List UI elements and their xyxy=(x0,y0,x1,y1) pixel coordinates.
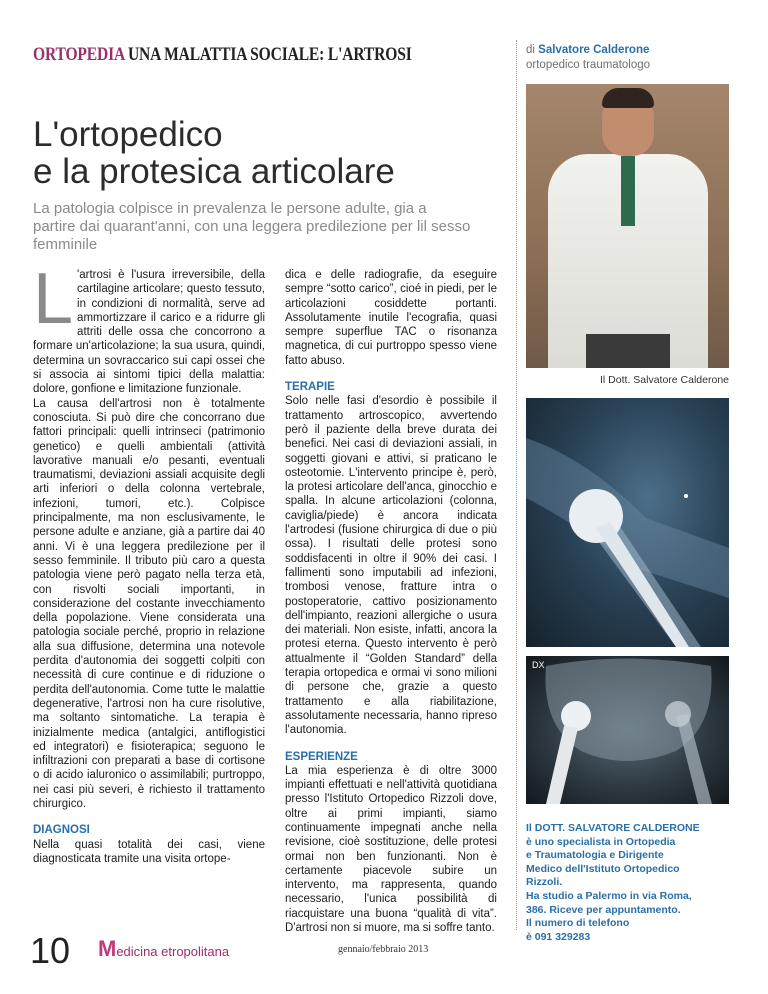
logo-word-1: edicina xyxy=(116,944,158,959)
paragraph-text: 'artrosi è l'usura irreversibile, della cartilagine articolare; questo tessuto, in condizioni di normalità, serve ad ammortizzare il carico e a ridurre gli attriti delle ossa che concorrono a formare un'articolazione; la sua usura, quindi, determina un sovraccarico sui capi ossei che si associa ai sintomi tipici della malattia: dolore, gonfione e limitazione funzionale. xyxy=(33,269,265,396)
issue-date: gennaio/febbraio 2013 xyxy=(338,944,429,955)
drop-cap: L xyxy=(33,259,74,339)
shoulder-xray-image xyxy=(526,398,729,647)
paragraph: La causa dell'artrosi non è totalmente conosciuta. Si può dire che concorrano due fattori principali: quelli intrinseci (patrimonio genetico) e quelli ambientali (attività lavorative manuali e/o pesanti, eventuali traumatismi, deviazioni assiali acquisite degli arti inferiori o della colonna vertebrale, infezioni, tumori, etc.). Colpisce principalmente, ma non esclusivamente, le persone adulte e anziane, già a partire dai 40 anni. Vi è una leggera predilezione per il sesso femminile. Il tributo più caro a questa patologia viene però pagato nella terza età, con risvolti sociali importanti, in considerazione del costante invecchiamento della popolazione. Viene considerata una patologia sociale perché, proprio in relazione alla sua diffusione, determina una notevole perdita d'autonomia dei soggetti colpiti con necessità di cure continue e di riduzione o perdita dell'autonomia. Come tutte le malattie degenerative, l'artrosi non ha cure risolutive, ma soltanto sintomatiche. La terapia è inizialmente medica (antalgici, antiflogistici ed integratori) e fisioterapica; seguono le infiltrazioni con preparati a base di cortisone o di acido ialuronico o assimilabili; purtroppo, nei casi più severi, è richiesto il trattamento chirurgico. xyxy=(33,397,265,810)
page-number: 10 xyxy=(30,930,71,971)
xray-label: DX xyxy=(532,660,545,670)
bio-line: Rizzoli. xyxy=(526,876,563,889)
section-category: ORTOPEDIA xyxy=(33,44,125,65)
column-2 xyxy=(285,268,497,935)
byline-prefix: di xyxy=(526,44,535,56)
bio-line: e Traumatologia e Dirigente xyxy=(526,849,664,862)
paragraph: Nella quasi totalità dei casi, viene diagnosticata tramite una visita ortope- xyxy=(33,838,265,865)
title-line-1: L'ortopedico xyxy=(33,115,223,154)
article-deck: La patologia colpisce in prevalenza le persone adulte, gia a partire dai quarant'anni, con una leggera predilezione per lil sesso femminile xyxy=(33,200,471,253)
logo-word-2: etropolitana xyxy=(161,944,230,959)
magazine-logo xyxy=(98,936,229,962)
hip-xray-image xyxy=(526,656,729,804)
paragraph: La mia esperienza è di oltre 3000 impianti effettuati e nell'attività quotidiana presso l'Istituto Ortopedico Rizzoli dove, oltre ai primi impianti, siamo continuamente impegnati anche nella revisione, cioè sostituzione, delle protesi ormai non ben funzionanti. Non è certamente piacevole subire un intervento, ma rappresenta, quando necessario, l'unica possibilità di riacquistare una buona “qualità di vita”. D'artrosi non si muore, ma si soffre tanto. xyxy=(285,764,497,935)
bio-line: è 091 329283 xyxy=(526,930,591,943)
bio-line: è uno specialista in Ortopedia xyxy=(526,835,676,848)
photo-hair xyxy=(602,88,654,108)
column-1 xyxy=(33,259,265,866)
title-line-2: e la protesica articolare xyxy=(33,152,395,191)
author-bio xyxy=(526,822,746,944)
logo-monogram: M xyxy=(98,936,117,961)
doctor-photo xyxy=(526,84,729,368)
photo-trousers xyxy=(586,334,670,368)
author-name: Salvatore Calderone xyxy=(538,44,650,56)
photo-caption: Il Dott. Salvatore Calderone xyxy=(600,374,729,386)
shoulder-xray-drawing xyxy=(526,398,729,647)
photo-tie xyxy=(621,156,635,226)
section-heading-esperienze: ESPERIENZE xyxy=(285,750,358,763)
hip-xray-drawing xyxy=(526,656,729,804)
column-divider xyxy=(516,40,517,930)
section-subtitle: UNA MALATTIA SOCIALE: L'ARTROSI xyxy=(127,44,412,65)
paragraph xyxy=(33,259,265,397)
byline xyxy=(526,43,650,73)
section-heading-diagnosi: DIAGNOSI xyxy=(33,824,90,837)
bio-line: Il numero di telefono xyxy=(526,917,630,930)
bio-line: Il DOTT. SALVATORE CALDERONE xyxy=(526,822,700,834)
paragraph: dica e delle radiografie, da eseguire sempre “sotto carico”, cioé in piedi, per le articolazioni cosiddette portanti. Assolutamente inutile l'ecografia, quasi sempre superflue TAC o risonanza magnetica, di cui purtroppo spesso viene fatto abuso. xyxy=(285,269,497,367)
article-title xyxy=(33,116,395,190)
paragraph: Solo nelle fasi d'esordio è possibile il trattamento artroscopico, avvertendo però il paziente della breve durata dei benefici. Nei casi di deviazioni assiali, in soggetti giovani e attivi, si praticano le osteotomie. L'intervento principe è, però, la protesi articolare dell'anca, ginocchio e spalla. In alcune articolazioni (colonna, caviglia/piede) è ancora indicata l'artrodesi (fusione chirurgica di due o più ossa). I risultati delle protesi sono soddisfacenti in oltre il 90% dei casi. I fallimenti sono imputabili ad infezioni, trombosi venose, fratture intra o postoperatorie, cattivo posizionamento dell'impianto, reazioni allergiche o usura dei materiali. Non esiste, infatti, ancora la protesi eterna. Questo intervento è però attualmente il “Golden Standard” della terapia ortopedica e ormai vi sono milioni di persone che, grazie a questo trattamento e alla riabilitazione, assolutamente necessaria, hanno ripreso l'autonomia. xyxy=(285,395,497,737)
section-heading-terapie: TERAPIE xyxy=(285,381,335,394)
author-role: ortopedico traumatologo xyxy=(526,59,651,71)
bio-line: 386. Riceve per appuntamento. xyxy=(526,903,681,916)
bio-line: Medico dell'Istituto Ortopedico xyxy=(526,862,680,875)
section-header xyxy=(33,44,412,66)
bio-line: Ha studio a Palermo in via Roma, xyxy=(526,889,692,902)
